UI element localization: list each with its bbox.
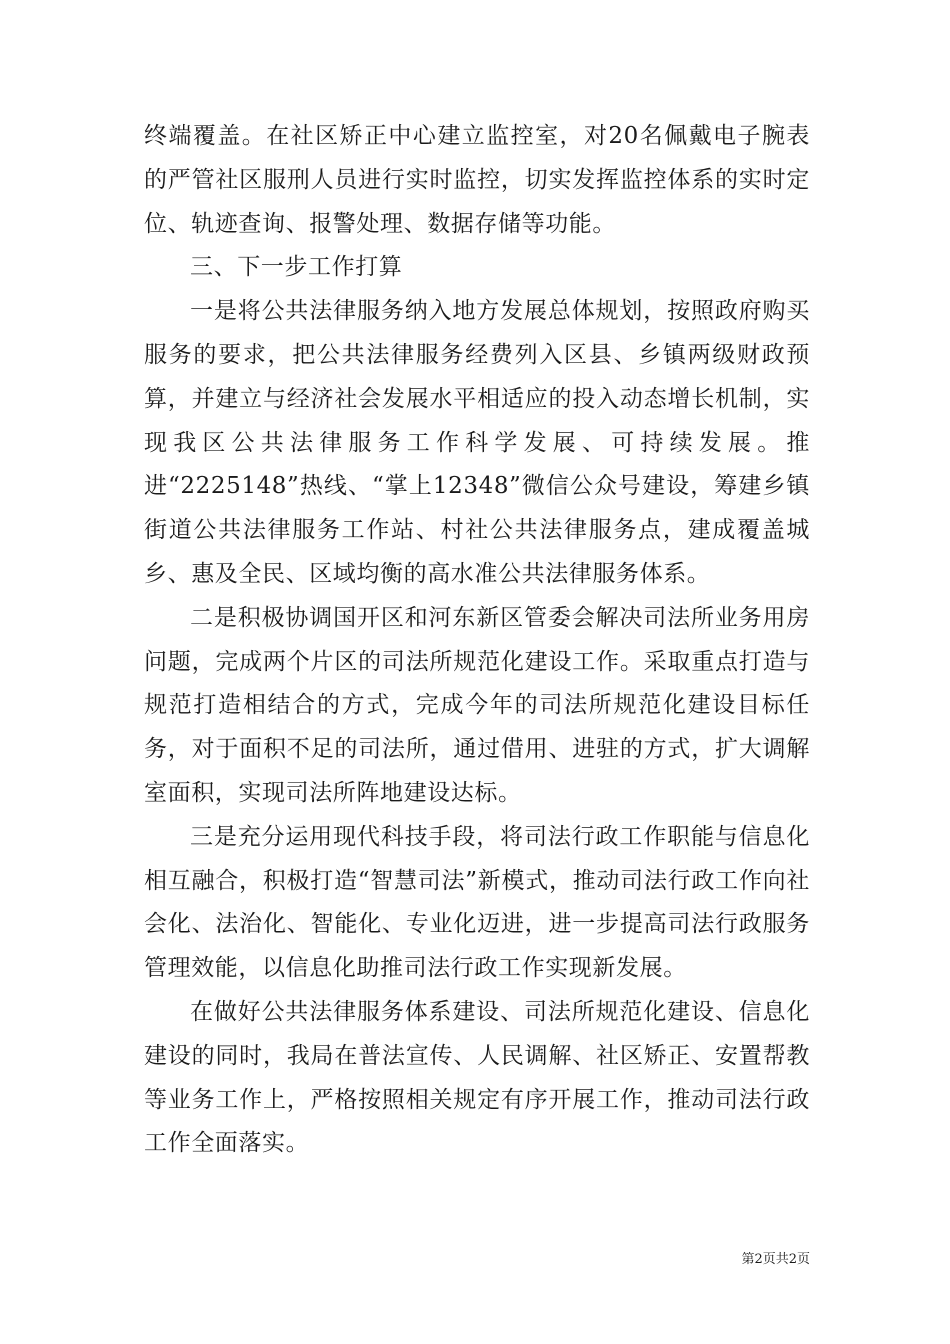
document-body (144, 115, 810, 1166)
section-heading: 三、下一步工作打算 (190, 254, 403, 281)
paragraph-plan-two: 二是积极协调国开区和河东新区管委会解决司法所业务用房问题，完成两个片区的司法所规范化建设工作。采取重点打造与规范打造相结合的方式，完成今年的司法所规范化建设目标任务，对于面积不足的司法所，通过借用、进驻的方式，扩大调解室面积，实现司法所阵地建设达标。 (144, 604, 810, 806)
paragraph-conclusion: 在做好公共法律服务体系建设、司法所规范化建设、信息化建设的同时，我局在普法宣传、人民调解、社区矫正、安置帮教等业务工作上，严格按照相关规定有序开展工作，推动司法行政工作全面落实。 (144, 998, 810, 1157)
paragraph-plan-one: 一是将公共法律服务纳入地方发展总体规划，按照政府购买服务的要求，把公共法律服务经费列入区县、乡镇两级财政预算，并建立与经济社会发展水平相适应的投入动态增长机制，实现我区公共法律服务工作科学发展、可持续发展。推进“2225148”热线、“掌上12348”微信公众号建设，筹建乡镇街道公共法律服务工作站、村社公共法律服务点，建成覆盖城乡、惠及全民、区域均衡的高水准公共法律服务体系。 (144, 298, 810, 587)
page-number-footer: 第2页共2页 (741, 1252, 810, 1267)
paragraph-plan-three: 三是充分运用现代科技手段，将司法行政工作职能与信息化相互融合，积极打造“智慧司法”新模式，推动司法行政工作向社会化、法治化、智能化、专业化迈进，进一步提高司法行政服务管理效能，以信息化助推司法行政工作实现新发展。 (144, 823, 810, 982)
paragraph-continuation: 终端覆盖。在社区矫正中心建立监控室，对20名佩戴电子腕表的严管社区服刑人员进行实时监控，切实发挥监控体系的实时定位、轨迹查询、报警处理、数据存储等功能。 (144, 123, 810, 237)
